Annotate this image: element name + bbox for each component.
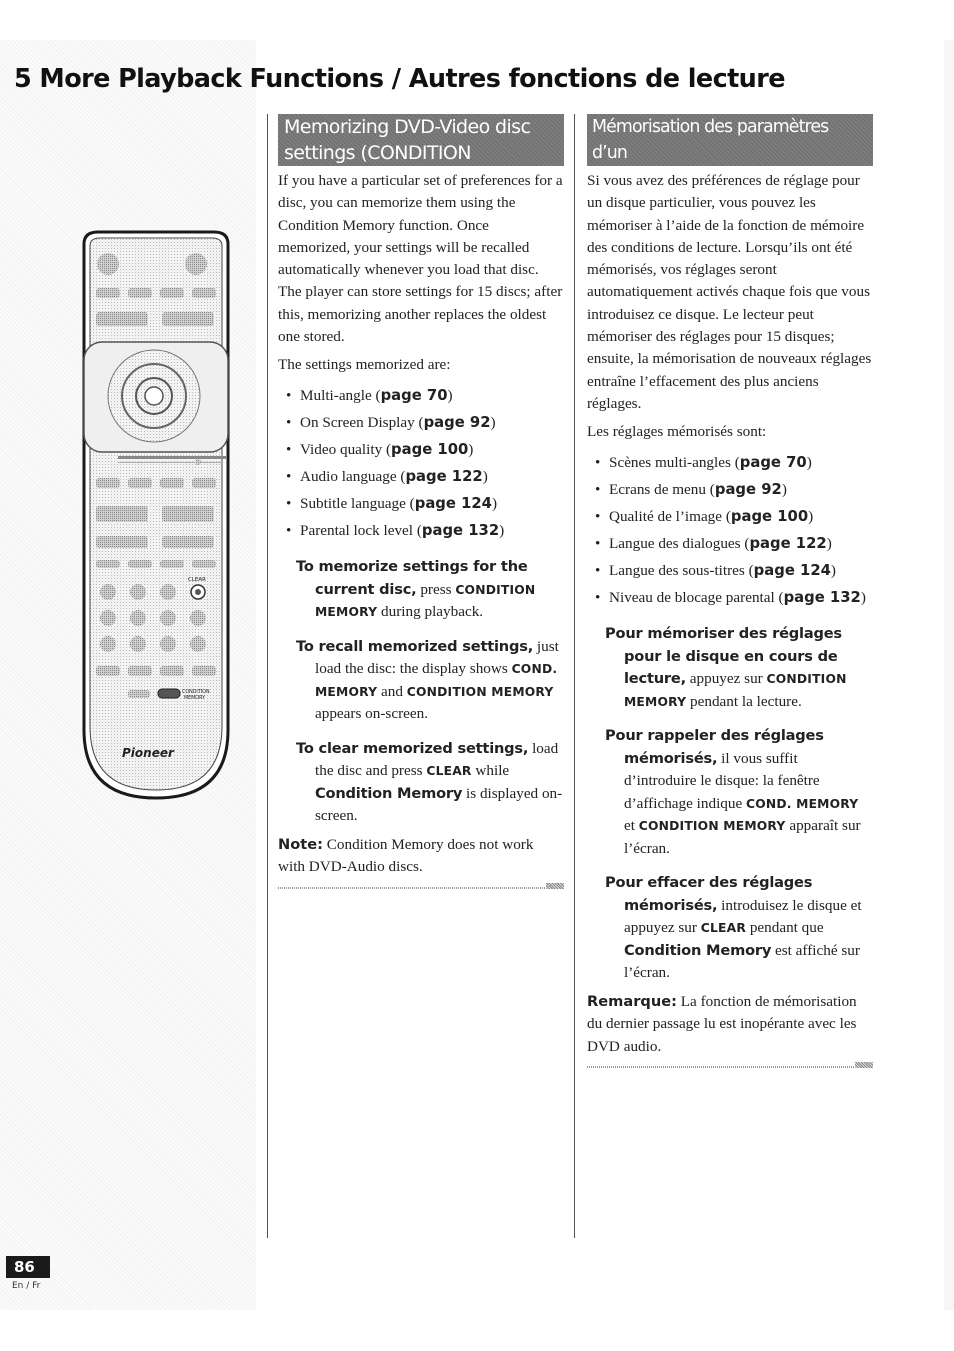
english-intro: If you have a particular set of preferences for a disc, you can memorize them using the Condition Memory function. Once memorized, your settings will be recalled automatically whenever you load that disc. The player can store settings for 15 discs; after this, memorizing another replaces the oldest one stored. <box>278 172 563 346</box>
page-reference: page 92 <box>714 480 782 498</box>
remote-brand-logo: Pioneer <box>122 746 174 760</box>
page-reference: page 124 <box>753 561 831 579</box>
remote-clear-label: CLEAR <box>188 577 206 583</box>
french-section-heading <box>587 114 873 166</box>
list-item: • Niveau de blocage parental (page 132) <box>609 584 873 611</box>
page-reference: page 132 <box>421 522 500 540</box>
english-heading-line1: Memorizing DVD-Video disc <box>284 116 531 138</box>
page-reference: page 124 <box>414 495 492 513</box>
english-recall-instruction: To recall memorized settings, just load the disc: the display shows COND. MEMORY and CONDITION MEMORY appears on-screen. <box>296 637 559 723</box>
french-intro: Si vous avez des préférences de réglage pour un disque particulier, vous pouvez les mémoriser à l’aide de la fonction de mémoire des conditions de lecture. Lorsqu’ils ont été mémorisés, vos réglages seront automatiquement activés chaque fois que vous introduisez ce disque. Le lecteur peut mémoriser des réglages pour 15 disques; ensuite, la mémorisation de nouveaux réglages entraîne l’effacement des plus anciens réglages. <box>587 172 872 412</box>
page-reference: page 132 <box>783 589 861 607</box>
page-reference: page 122 <box>405 467 483 485</box>
list-item: • Parental lock level (page 132) <box>300 517 564 544</box>
english-section-heading <box>278 114 564 166</box>
french-note: Remarque: La fonction de mémorisation du dernier passage lu est inopérante avec les DVD audio. <box>587 992 857 1055</box>
french-section-end-rule <box>587 1066 873 1068</box>
english-column <box>278 114 564 889</box>
french-memorized-label: Les réglages mémorisés sont: <box>587 423 767 441</box>
remote-condition-label-2: MEMORY <box>184 696 206 701</box>
english-clear-instruction: To clear memorized settings, load the disc and press CLEAR while Condition Memory is displayed on-screen. <box>296 739 563 825</box>
page-reference: page 122 <box>749 534 827 552</box>
remote-condition-label-1: CONDITION <box>182 690 210 695</box>
list-item: • On Screen Display (page 92) <box>300 409 564 436</box>
page-reference: page 100 <box>391 440 469 458</box>
chapter-title: 5 More Playback Functions / Autres fonctions de lecture <box>14 64 785 94</box>
list-item: • Langue des sous-titres (page 124) <box>609 557 873 584</box>
page-reference: page 70 <box>380 386 448 404</box>
list-item: • Multi-angle (page 70) <box>300 382 564 409</box>
english-memorize-instruction: To memorize settings for the current disc, press CONDITION MEMORY during playback. <box>296 558 536 621</box>
french-recall-instruction: Pour rappeler des réglages mémorisés, il vous suffit d’introduire le disque: la fenêtre d’affichage indique COND. MEMORY et CONDITION MEMORY apparaît sur l’écran. <box>605 727 861 857</box>
english-settings-list <box>278 382 564 545</box>
french-clear-instruction: Pour effacer des réglages mémorisés, introduisez le disque et appuyez sur CLEAR pendant que Condition Memory est affiché sur l’écran. <box>605 874 862 982</box>
list-item: • Ecrans de menu (page 92) <box>609 476 873 503</box>
page-reference: page 100 <box>730 507 809 525</box>
list-item: • Scènes multi-angles (page 70) <box>609 449 873 476</box>
english-memorized-label: The settings memorized are: <box>278 356 451 374</box>
english-note: Note: Condition Memory does not work with DVD-Audio discs. <box>278 835 534 876</box>
list-item: • Audio language (page 122) <box>300 463 564 490</box>
column-rule-right <box>574 114 575 1238</box>
right-margin-band <box>944 40 954 1310</box>
remote-control-illustration <box>78 230 234 802</box>
french-settings-list <box>587 449 873 612</box>
page-reference: page 92 <box>423 413 491 431</box>
language-tag: En / Fr <box>12 1281 41 1291</box>
list-item: • Qualité de l’image (page 100) <box>609 503 873 530</box>
english-heading-line2: settings (CONDITION <box>284 142 471 164</box>
french-memorize-instruction: Pour mémoriser des réglages pour le disque en cours de lecture, appuyez sur CONDITION MEMORY pendant la lecture. <box>605 625 847 710</box>
list-item: • Video quality (page 100) <box>300 436 564 463</box>
french-heading-line1: Mémorisation des paramètres d’un <box>592 117 829 163</box>
page-number: 86 <box>6 1256 50 1278</box>
english-section-end-rule <box>278 887 564 889</box>
list-item: • Subtitle language (page 124) <box>300 490 564 517</box>
page-reference: page 70 <box>739 453 807 471</box>
column-rule-left <box>267 114 268 1238</box>
french-column <box>587 114 873 1068</box>
list-item: • Langue des dialogues (page 122) <box>609 530 873 557</box>
